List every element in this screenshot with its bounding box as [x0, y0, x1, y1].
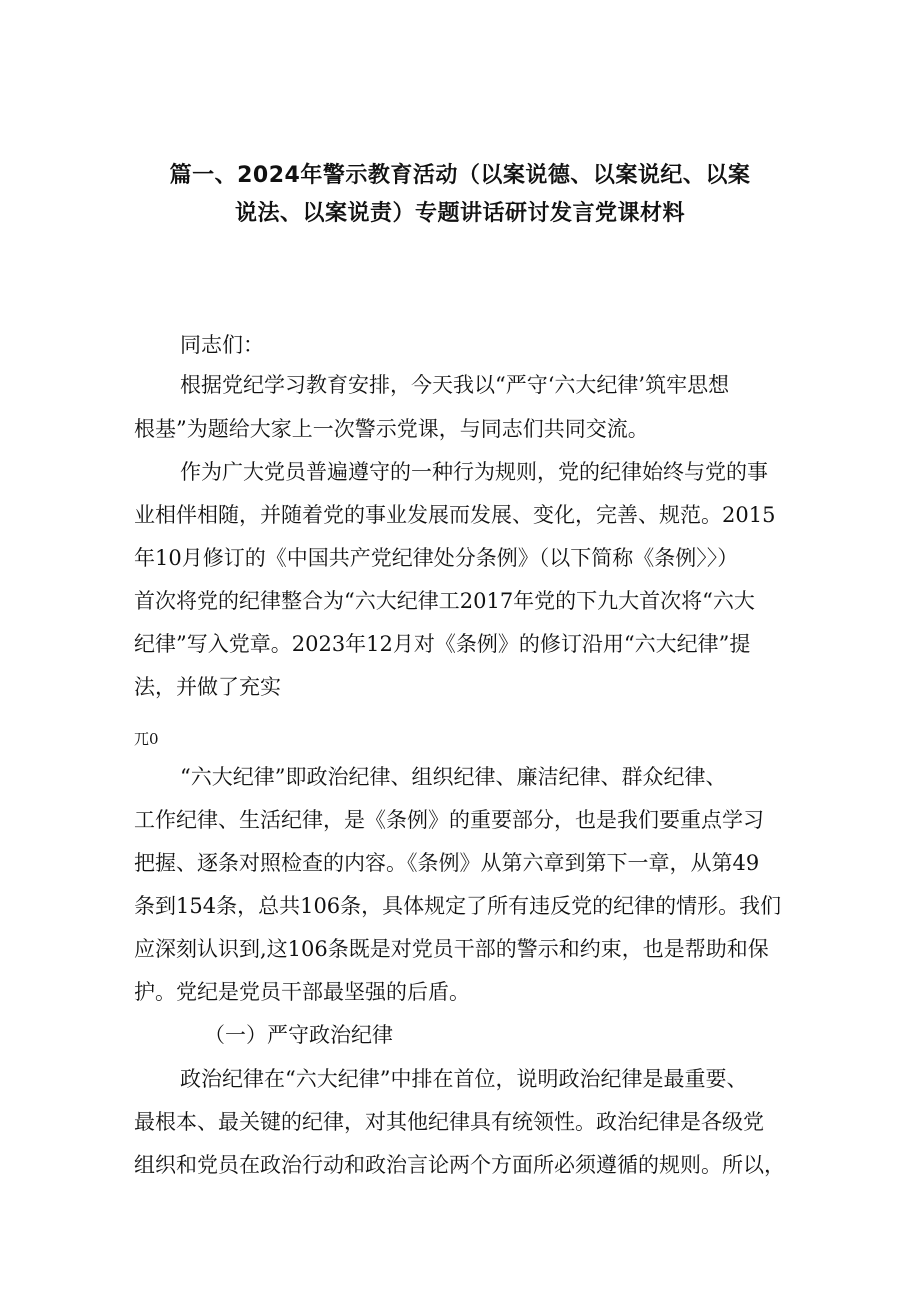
paragraph-line: 法，并做了充实: [134, 675, 281, 699]
paragraph-line: 政治纪律在“六大纪律”中排在首位，说明政治纪律是最重要、: [180, 1067, 748, 1091]
paragraph-line: 根据党纪学习教育安排，今天我以“严守‘六大纪律’筑牢思想: [180, 373, 730, 397]
paragraph-line: 最根本、最关键的纪律，对其他纪律具有统领性。政治纪律是各级党: [134, 1110, 764, 1134]
page-mark: 兀0: [134, 730, 159, 748]
paragraph-line: 根基”为题给大家上一次警示党课，与同志们共同交流。: [134, 417, 649, 441]
paragraph-line: 组织和党员在政治行动和政治言论两个方面所必须遵循的规则。所以，: [134, 1153, 785, 1177]
paragraph-line: 把握、逐条对照检查的内容。《条例》从第六章到第下一章，从第49: [134, 851, 760, 875]
paragraph-line: 应深刻认识到,这106条既是对党员干部的警示和约束，也是帮助和保: [134, 937, 769, 961]
paragraph-line: 纪律”写入党章。2023年12月对《条例》的修订沿用“六大纪律”提: [134, 632, 751, 656]
paragraph-line: 护。党纪是党员干部最坚强的后盾。: [134, 980, 470, 1004]
paragraph-line: 首次将党的纪律整合为“六大纪律工2017年党的下九大首次将“六大: [134, 589, 755, 613]
document-title-line-1: 篇一、2024年警示教育活动（以案说德、以案说纪、以案: [169, 163, 751, 188]
section-heading: （一）严守政治纪律: [204, 1023, 393, 1047]
salutation: 同志们：: [180, 333, 264, 357]
paragraph-line: 工作纪律、生活纪律，是《条例》的重要部分，也是我们要重点学习: [134, 808, 764, 832]
paragraph-line: “六大纪律”即政治纪律、组织纪律、廉洁纪律、群众纪律、: [180, 765, 727, 789]
document-title-line-2: 说法、以案说责）专题讲话研讨发言党课材料: [234, 201, 685, 226]
paragraph-line: 业相伴相随，并随着党的事业发展而发展、变化，完善、规范。2015: [134, 503, 776, 527]
paragraph-line: 年10月修订的《中国共产党纪律处分条例》（以下简称《条例〉〉）: [134, 546, 739, 570]
paragraph-line: 条到154条，总共106条，具体规定了所有违反党的纪律的情形。我们: [134, 894, 782, 918]
paragraph-line: 作为广大党员普遍遵守的一种行为规则，党的纪律始终与党的事: [180, 460, 768, 484]
